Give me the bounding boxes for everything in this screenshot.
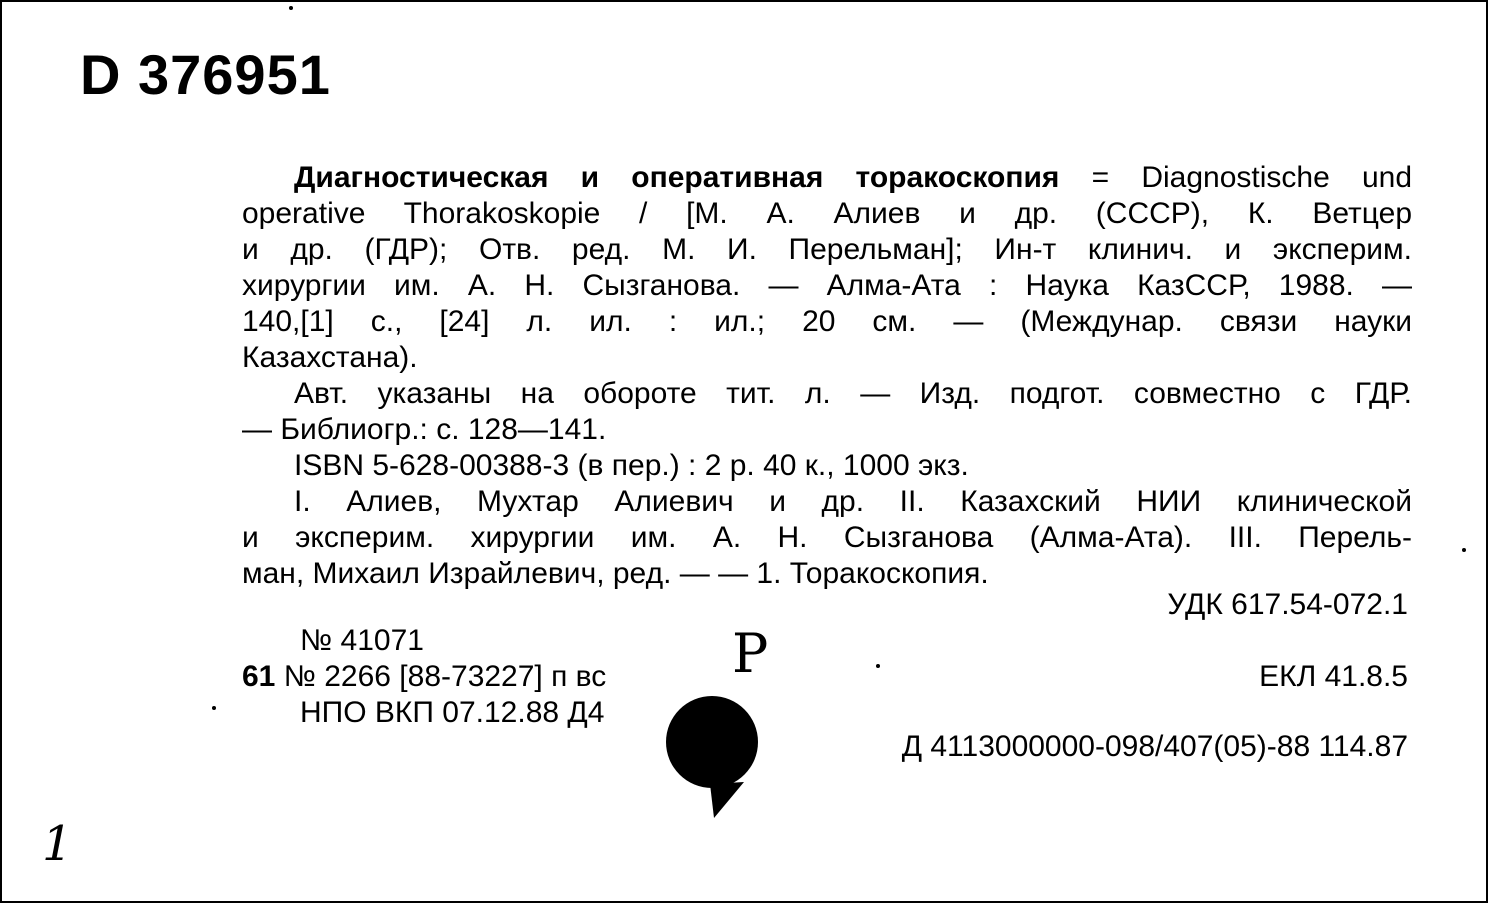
handwritten-mark-top: P	[732, 622, 769, 685]
record-line: 140,[1] с., [24] л. ил. : ил.; 20 см. — (Междунар. связи науки	[242, 305, 1412, 338]
udk-code: УДК 617.54-072.1	[1167, 588, 1408, 621]
order-prefix: 61	[242, 660, 276, 693]
speck	[212, 706, 216, 710]
order-line	[242, 660, 606, 694]
npo-line: НПО ВКП 07.12.88 Д4	[300, 696, 605, 729]
speck	[876, 664, 880, 668]
record-tracing-line: и эксперим. хирургии им. А. Н. Сызганова (Алма-Ата). III. Перель-	[242, 521, 1412, 554]
record-line: хирургии им. А. Н. Сызганова. — Алма-Ата : Наука КазССР, 1988. —	[242, 269, 1412, 302]
bibliographic-record	[242, 160, 1412, 592]
d-code: Д 4113000000-098/407(05)-88 114.87	[901, 730, 1408, 763]
speck	[1462, 548, 1466, 552]
record-tracing-line: ман, Михаил Израйлевич, ред. — — 1. Торакоскопия.	[242, 557, 989, 590]
record-line: и др. (ГДР); Отв. ред. М. И. Перельман]; Ин-т клинич. и эксперим.	[242, 233, 1412, 266]
record-line: Казахстана).	[242, 341, 418, 374]
handwritten-mark-bottom: 1	[42, 816, 73, 872]
record-tracing-line: I. Алиев, Мухтар Алиевич и др. II. Казахский НИИ клинической	[294, 485, 1412, 518]
speck	[289, 6, 293, 10]
ekl-code: ЕКЛ 41.8.5	[1259, 660, 1408, 693]
record-line: operative Thorakoskopie / [М. А. Алиев и др. (СССР), К. Ветцер	[242, 197, 1412, 230]
record-note-line: — Библиогр.: с. 128—141.	[242, 413, 607, 446]
call-number: D 376951	[80, 43, 331, 106]
record-note-line: Авт. указаны на обороте тит. л. — Изд. подгот. совместно с ГДР.	[294, 377, 1412, 410]
accession-number: № 41071	[300, 624, 424, 657]
record-isbn-line: ISBN 5-628-00388-3 (в пер.) : 2 р. 40 к., 1000 экз.	[294, 449, 969, 482]
record-line-title	[242, 160, 1412, 196]
record-title: Диагностическая и оперативная торакоскопия	[294, 161, 1060, 194]
ink-blot-stamp	[664, 694, 764, 824]
record-parallel-title: = Diagnostische und	[1059, 161, 1413, 194]
order-details: № 2266 [88-73227] п вс	[283, 660, 607, 693]
